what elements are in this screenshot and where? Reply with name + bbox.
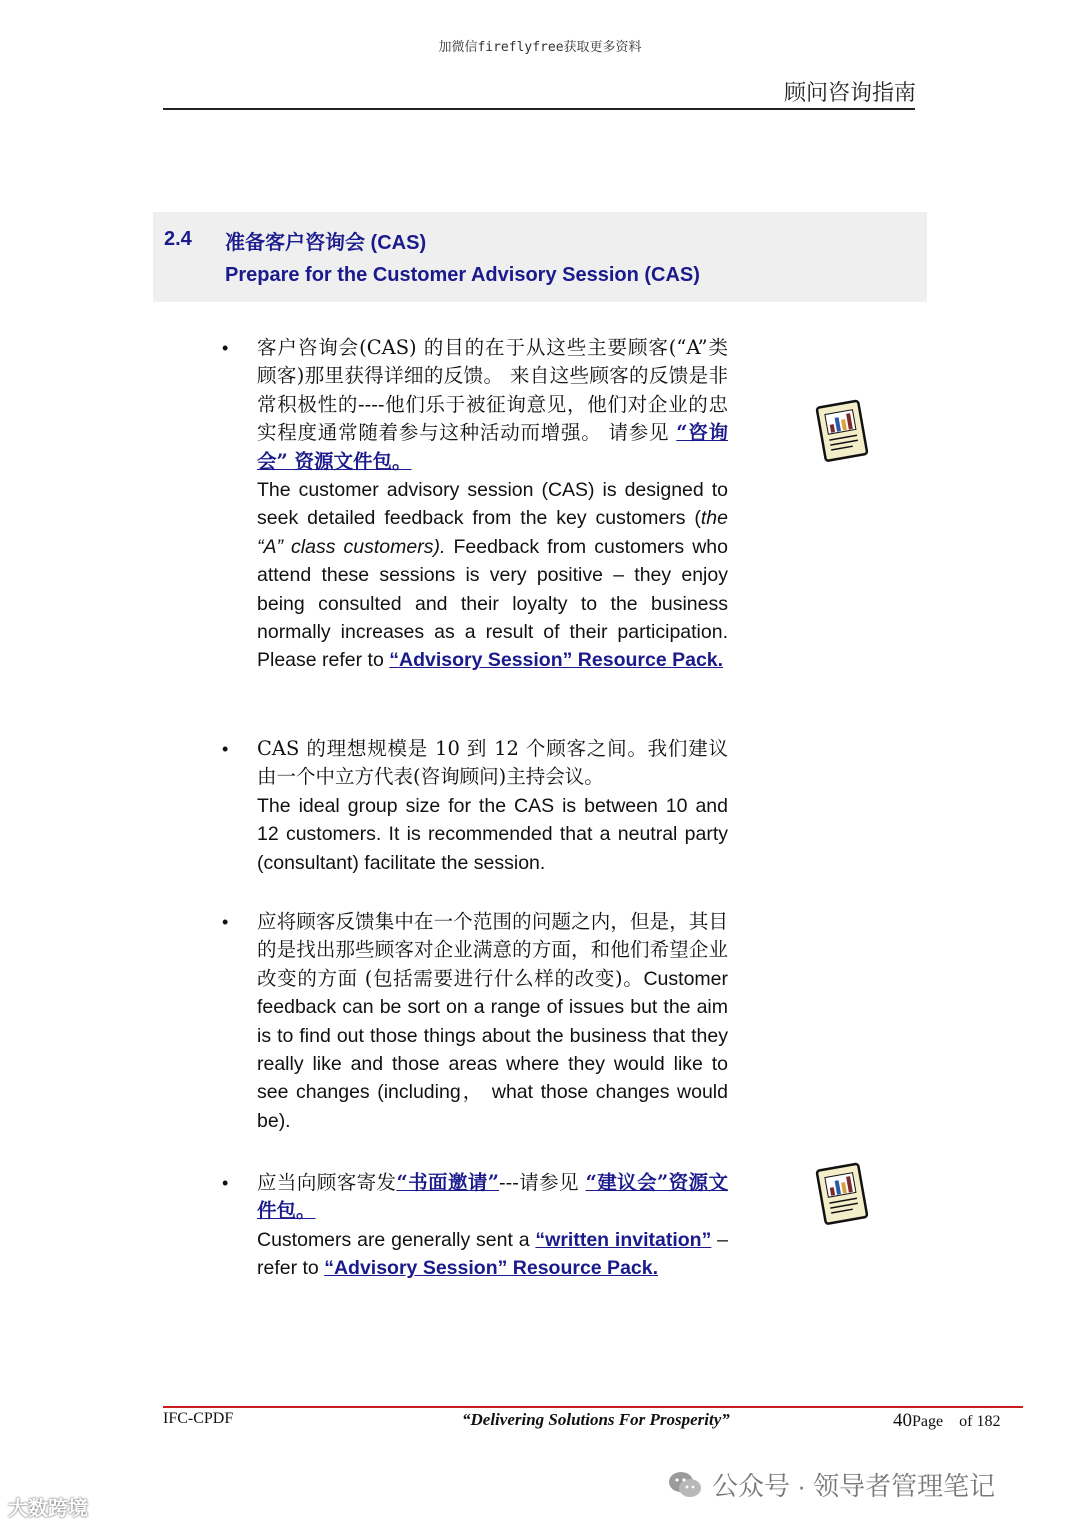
bullet-marker: • <box>222 1173 229 1193</box>
page-number: 40 <box>893 1410 912 1431</box>
bullet-text-en: Customer feedback can be sort on a range of issues but the aim is to find out those things about the business that they really like and those areas where they would like to see changes (including， what those changes would be). <box>257 967 728 1132</box>
bullet-text-cn <box>257 1169 728 1226</box>
text-segment: Feedback from customers who attend these sessions is very positive – they enjoy being consulted and their loyalty to the business normally increases as a result of their participation. Please refer to <box>257 535 728 672</box>
footer-slogan: “Delivering Solutions For Prosperity” <box>462 1410 730 1429</box>
bullet-text-en <box>257 476 728 675</box>
footer-page-info <box>893 1410 1000 1432</box>
report-document-icon <box>808 395 874 467</box>
text-segment: ---请参见 <box>499 1171 586 1194</box>
header-divider <box>163 108 915 110</box>
text-segment: Customers are generally sent a <box>257 1228 536 1251</box>
bullet-text-en <box>257 1226 728 1283</box>
bullet-item-2 <box>222 735 728 877</box>
written-invitation-link[interactable]: “written invitation” <box>535 1228 712 1251</box>
text-segment: 客户咨询会(CAS) 的目的在于从这些主要顾客(“A”类顾客)那里获得详细的反馈。 来自这些顾客的反馈是非常积极性的----他们乐于被征询意见，他们对企业的忠实程度通常随着参与这种活动而增强。 请参见 <box>257 336 728 445</box>
bullet-item-1 <box>222 334 728 675</box>
bullet-text <box>257 334 728 675</box>
advisory-session-link-2[interactable]: “Advisory Session” Resource Pack. <box>324 1257 659 1280</box>
bullet-marker: • <box>222 739 229 759</box>
corner-watermark: 大数跨境 <box>8 1498 88 1520</box>
header-title: 顾问咨询指南 <box>783 81 916 106</box>
text-italic: the “A” class customers). <box>257 507 728 558</box>
section-title-cn: 准备客户咨询会 (CAS) <box>225 232 427 254</box>
text-segment: The customer advisory session (CAS) is designed to seek detailed feedback from the key customers ( <box>257 479 728 530</box>
footer-org: IFC-CPDF <box>163 1410 234 1427</box>
text-segment: 应当向顾客寄发 <box>257 1171 397 1194</box>
bullet-text-cn: 应将顾客反馈集中在一个范围的问题之内，但是，其目的是找出那些顾客对企业满意的方面，和他们希望企业改变的方面 (包括需要进行什么样的改变)。 <box>257 910 728 990</box>
bullet-text <box>257 735 728 877</box>
section-title-en: Prepare for the Customer Advisory Session (CAS) <box>225 264 700 286</box>
advisory-pack-cn-link[interactable]: “建议会”资源文件包。 <box>257 1171 728 1223</box>
bullet-text-cn <box>257 334 728 476</box>
bullet-text <box>257 908 728 1135</box>
page-total: of 182 <box>959 1413 1001 1430</box>
bullet-item-3 <box>222 908 728 1135</box>
written-invitation-cn-link[interactable]: “书面邀请” <box>396 1171 500 1194</box>
report-document-icon <box>808 1158 874 1230</box>
footer-divider <box>163 1406 1023 1408</box>
top-watermark: 加微信fireflyfree获取更多资料 <box>438 40 642 55</box>
bullet-text <box>257 1169 728 1283</box>
bullet-item-4 <box>222 1169 728 1283</box>
wechat-icon <box>668 1470 702 1500</box>
wechat-account-name: 公众号 · 领导者管理笔记 <box>712 1471 996 1501</box>
bullet-text-en: The ideal group size for the CAS is between 10 and 12 customers. It is recommended that a neutral party (consultant) facilitate the session. <box>257 794 728 874</box>
bullet-marker: • <box>222 912 229 932</box>
advisory-session-link[interactable]: “Advisory Session” Resource Pack. <box>389 649 724 672</box>
wechat-watermark <box>668 1466 995 1503</box>
text-segment: – refer to <box>257 1228 728 1280</box>
bullet-text-cn: CAS 的理想规模是 10 到 12 个顾客之间。我们建议由一个中立方代表(咨询顾问)主持会议。 <box>257 737 728 789</box>
cn-resource-link[interactable]: “咨询会” 资源文件包。 <box>257 421 728 473</box>
section-heading-box <box>153 212 927 302</box>
section-number: 2.4 <box>164 228 192 250</box>
bullet-marker: • <box>222 338 229 358</box>
page-label: Page <box>912 1413 944 1430</box>
